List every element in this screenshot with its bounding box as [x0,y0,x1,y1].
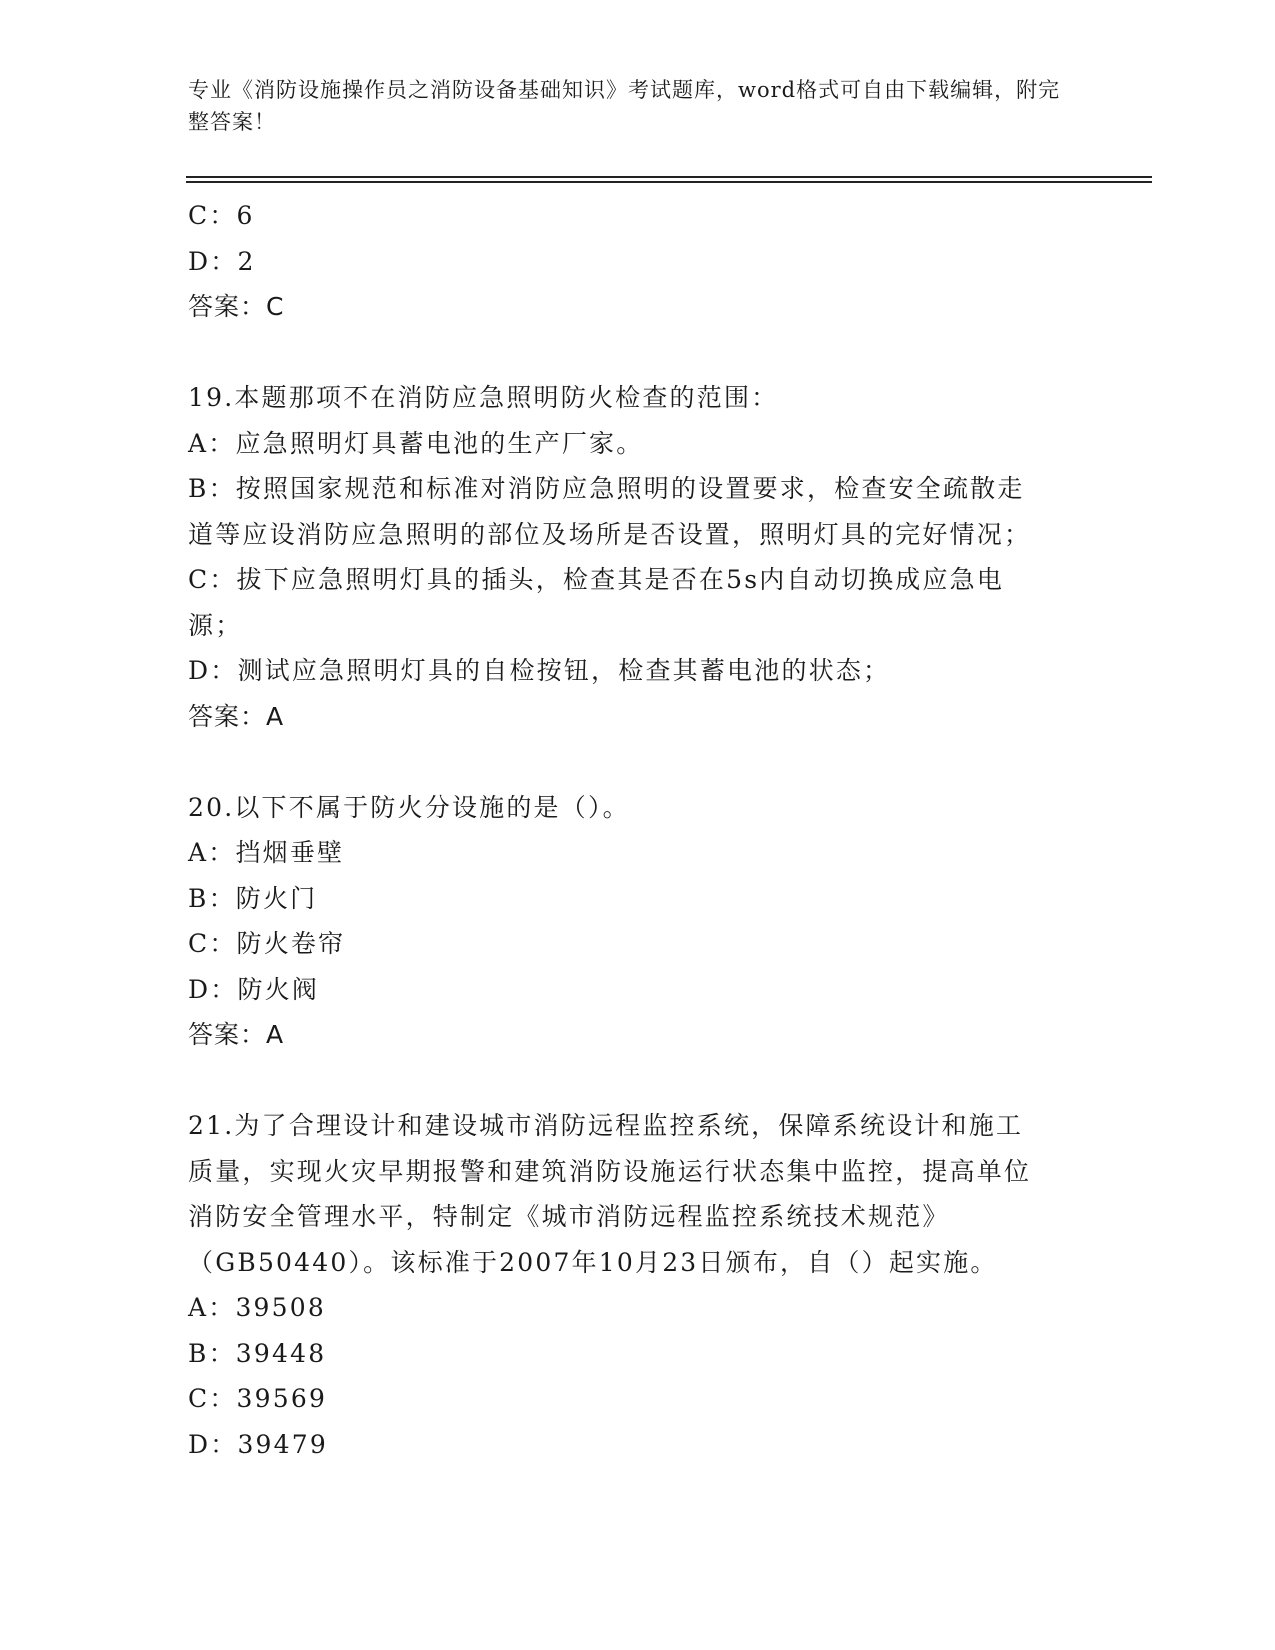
question-list [188,193,1088,1467]
option-c: C：防火卷帘 [188,929,346,958]
option-a: A：39508 [188,1293,326,1322]
option-c: C：拔下应急照明灯具的插头，检查其是否在5s内自动切换成应急电源； [188,565,1005,640]
option-d: D：39479 [188,1429,328,1459]
option-b: B：按照国家规范和标准对消防应急照明的设置要求，检查安全疏散走道等应设消防应急照明的部位及场所是否设置，照明灯具的完好情况； [188,474,1032,549]
option-b: B：防火门 [188,883,318,913]
option-c: C：6 [188,201,255,230]
answer: 答案：C [188,292,285,321]
question-18 [188,193,1088,330]
question-21 [188,1103,1088,1467]
header-divider-bottom [186,181,1152,183]
document-header: 专业《消防设施操作员之消防设备基础知识》考试题库，word格式可自由下载编辑，附完整答案！ [188,78,1061,134]
option-c: C：39569 [188,1384,328,1413]
blank-line [188,739,1088,785]
question-20 [188,785,1088,1058]
option-d: D：防火阀 [188,974,320,1004]
option-a: A：挡烟垂壁 [188,838,345,867]
header-divider-top [186,176,1152,178]
answer: 答案：A [188,1020,285,1049]
answer: 答案：A [188,701,285,731]
blank-line [188,330,1088,376]
question-stem: 19.本题那项不在消防应急照明防火检查的范围： [188,383,779,412]
question-stem: 20.以下不属于防火分设施的是（）。 [188,792,630,822]
option-b: B：39448 [188,1338,327,1368]
question-19 [188,375,1088,739]
question-stem: 21.为了合理设计和建设城市消防远程监控系统，保障系统设计和施工质量，实现火灾早期报警和建筑消防设施运行状态集中监控，提高单位消防安全管理水平，特制定《城市消防远程监控系统技术规范》（GB50440）。该标准于2007年10月23日颁布，自（）起实施。 [188,1111,1032,1277]
blank-line [188,1058,1088,1104]
option-d: D：测试应急照明灯具的自检按钮，检查其蓄电池的状态； [188,656,891,685]
option-a: A：应急照明灯具蓄电池的生产厂家。 [188,428,644,458]
option-d: D：2 [188,246,256,276]
